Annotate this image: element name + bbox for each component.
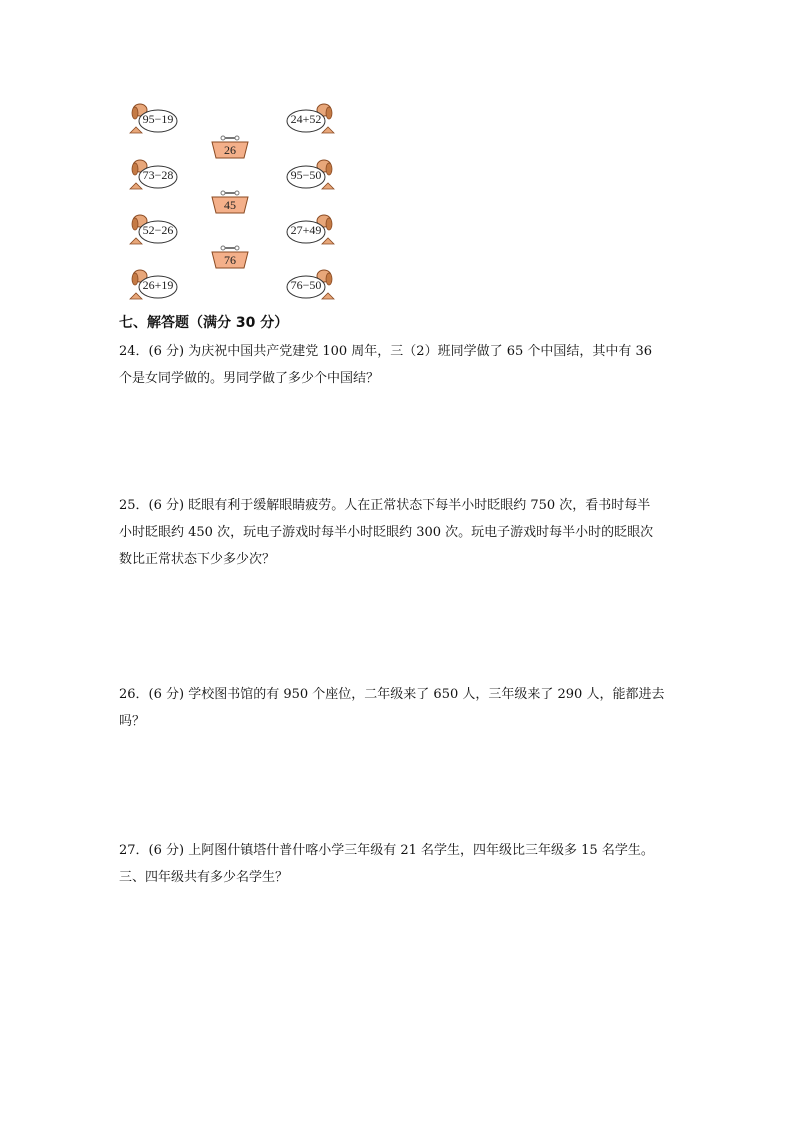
- bowl-number: 45: [224, 198, 236, 212]
- dog-expression: 24+52: [290, 112, 322, 126]
- dog-card: [276, 101, 336, 137]
- dog-card: [128, 267, 188, 303]
- question-line: 数比正常状态下少多少次？: [119, 552, 276, 567]
- dog-expression: 76−50: [290, 278, 322, 292]
- dog-expression: 73−28: [142, 168, 174, 182]
- dog-expression: 95−50: [290, 168, 322, 182]
- bowl-card: [210, 242, 250, 270]
- question-line: 25．(6 分) 眨眼有利于缓解眼睛疲劳。人在正常状态下每半小时眨眼约 750 次，看书时每半: [119, 498, 651, 513]
- question-line: 吗？: [119, 714, 146, 729]
- question-25: [119, 492, 679, 573]
- question-24: [119, 338, 679, 392]
- question-26: [119, 681, 679, 735]
- dog-expression: 26+19: [142, 278, 174, 292]
- bowl-number: 26: [224, 143, 236, 157]
- question-27: [119, 837, 679, 891]
- bowl-card: [210, 132, 250, 160]
- question-line: 27．(6 分) 上阿图什镇塔什普什喀小学三年级有 21 名学生，四年级比三年级多 15 名学生。: [119, 843, 654, 858]
- question-line: 26．(6 分) 学校图书馆的有 950 个座位，二年级来了 650 人，三年级来了 290 人，能都进去: [119, 687, 665, 702]
- dog-card: [128, 157, 188, 193]
- dog-expression: 52−26: [142, 223, 174, 237]
- dog-card: [128, 212, 188, 248]
- dog-card: [276, 212, 336, 248]
- dog-card: [276, 267, 336, 303]
- question-line: 小时眨眼约 450 次，玩电子游戏时每半小时眨眼约 300 次。玩电子游戏时每半小时的眨眼次: [119, 525, 654, 540]
- question-line: 个是女同学做的。男同学做了多少个中国结？: [119, 371, 380, 386]
- section-title: 七、解答题（满分 30 分）: [119, 315, 289, 331]
- dog-expression: 27+49: [290, 223, 322, 237]
- bowl-number: 76: [224, 253, 236, 267]
- dog-expression: 95−19: [142, 112, 174, 126]
- bowl-card: [210, 187, 250, 215]
- dog-bowl-matching-figure: [0, 0, 793, 310]
- question-line: 24．(6 分) 为庆祝中国共产党建党 100 周年，三（2）班同学做了 65 个中国结，其中有 36: [119, 344, 653, 359]
- question-line: 三、四年级共有多少名学生？: [119, 870, 289, 885]
- dog-card: [276, 157, 336, 193]
- dog-card: [128, 101, 188, 137]
